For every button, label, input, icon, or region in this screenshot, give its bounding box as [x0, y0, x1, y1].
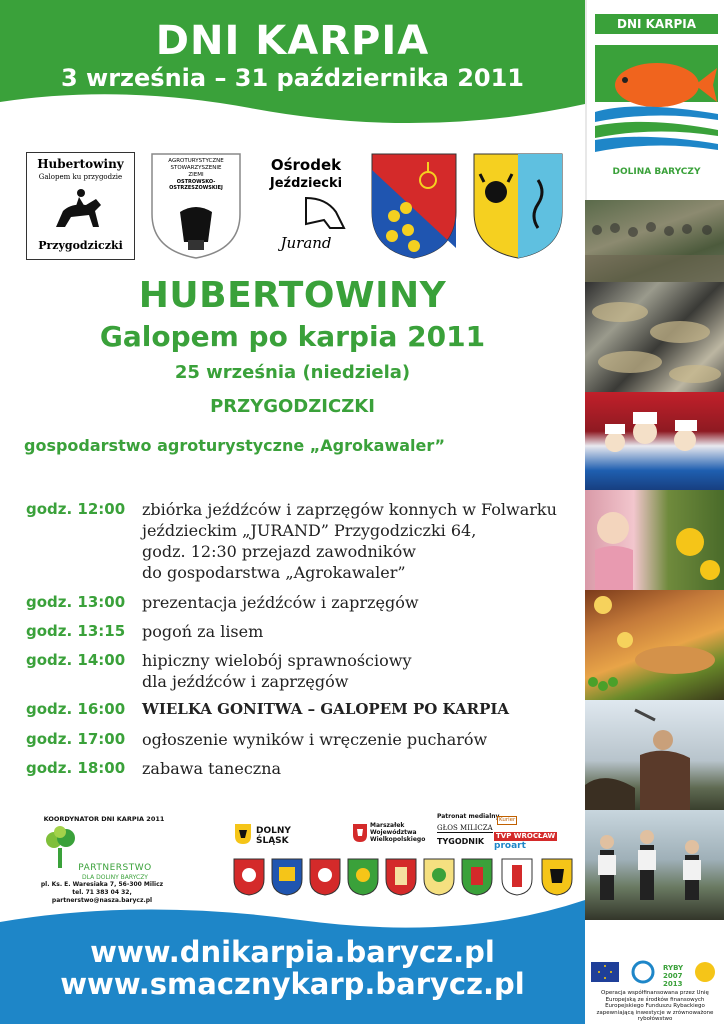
photo-crowd [585, 200, 724, 282]
schedule-line: pogoń za lisem [142, 622, 264, 641]
logo-title: DNI KARPIA [595, 14, 718, 34]
header-dates: 3 września – 31 października 2011 [60, 64, 525, 92]
carp-logo-icon [595, 40, 718, 165]
schedule-line: WIELKA GONITWA – GALOPEM PO KARPIA [142, 700, 510, 718]
agro-line-1: AGROTURYSTYCZNE [168, 158, 224, 164]
photo-dish [585, 590, 724, 700]
schedule-line: jeździeckim „JURAND” Przygodziczki 64, [142, 521, 477, 540]
schedule-desc [142, 758, 567, 779]
agro-line-4: OSTROWSKO-OSTRZESZOWSKIEJ [169, 179, 223, 191]
photo-folk [585, 810, 724, 920]
tvp-logo: TVP WROCŁAW [496, 832, 556, 840]
event-date: 25 września (niedziela) [174, 362, 411, 383]
photo-fish [585, 282, 724, 392]
svg-text:2013: 2013 [663, 980, 683, 988]
eu-flag-icon [585, 920, 724, 990]
photo-chefs [585, 392, 724, 490]
dolny-slask-eagle-icon [234, 823, 252, 845]
schedule-desc [142, 621, 567, 642]
photo-crowd-image [585, 200, 724, 282]
schedule-desc [142, 650, 567, 692]
patronat-label: Patronat medialny [437, 813, 500, 820]
photo-dish-image [585, 590, 724, 700]
partner-address-line: pl. Ks. E. Waresiaka 7, 56-300 Milicz [40, 881, 164, 888]
agro-line-2: STOWARZYSZENIE [170, 165, 222, 171]
partner-address-line: tel. 71 383 04 32, partnerstwo@nasza.barycz.pl [51, 889, 153, 904]
hubertowiny-logo [26, 152, 135, 260]
schedule-line: prezentacja jeźdźców i zaprzęgów [142, 593, 419, 612]
right-column [585, 0, 724, 1024]
agro-association-logo [150, 152, 242, 260]
photo-child-image [585, 490, 724, 590]
dni-karpia-logo [585, 0, 724, 200]
event-place: PRZYGODZICZKI [210, 396, 375, 417]
svg-text:2007: 2007 [663, 972, 683, 980]
horse-head-icon [266, 194, 350, 234]
coordinator-title: KOORDYNATOR DNI KARPIA 2011 [43, 815, 165, 823]
svg-text:RYBY: RYBY [663, 964, 684, 972]
osrodek-jurand-logo [258, 152, 354, 260]
coat-of-arms-red-blue-icon [370, 152, 458, 260]
kurier-logo: Kurier [499, 817, 516, 823]
event-title: HUBERTOWINY [138, 275, 447, 316]
schedule-line: ogłoszenie wyników i wręczenie pucharów [142, 730, 488, 749]
tygodnik-logo: TYGODNIK [437, 837, 485, 846]
hubertowiny-logo-title: Hubertowiny [37, 157, 124, 171]
partner-subtitle: DLA DOLINY BARYCZY [82, 874, 148, 881]
schedule-line: do gospodarstwa „Agrokawaler” [142, 563, 406, 582]
schedule-time: godz. 14:00 [26, 651, 126, 669]
schedule-line: godz. 12:30 przejazd zawodników [142, 542, 416, 561]
website-link-2[interactable]: www.smacznykarp.barycz.pl [60, 967, 525, 1001]
hubertowiny-logo-place: Przygodziczki [38, 239, 123, 252]
schedule-line: hipiczny wielobój sprawnościowy [142, 651, 412, 670]
photo-chefs-image [585, 392, 724, 490]
dolny-slask-label: DOLNY ŚLĄSK [256, 826, 291, 846]
osrodek-line-1: Ośrodek [270, 156, 342, 174]
marszalek-label: Marszałek Województwa Wielkopolskiego [370, 822, 426, 843]
schedule-time: godz. 16:00 [26, 700, 126, 718]
glos-milicza-logo: GŁOS MILICZA [437, 824, 493, 832]
logo-subtitle: DOLINA BARYCZY [612, 167, 701, 177]
schedule-line: zbiórka jeźdźców i zaprzęgów konnych w Folwarku [142, 500, 557, 519]
event-venue: gospodarstwo agroturystyczne „Agrokawaler” [24, 436, 446, 455]
schedule-desc [142, 592, 567, 613]
osrodek-signature: Jurand [280, 234, 332, 252]
schedule-time: godz. 12:00 [26, 500, 126, 518]
hubertowiny-logo-sub: Galopem ku przygodzie [38, 173, 123, 181]
coat-of-arms-yellow-blue-icon [472, 152, 564, 260]
wielkopolska-eagle-icon [352, 823, 368, 843]
partner-name: PARTNERSTWO [78, 863, 152, 873]
photo-knight-image [585, 700, 724, 810]
eu-funding-text: Operacja współfinansowana przez Unię Europejską ze środków finansowych Europejskiego Funduszu Rybackiego zapewniającą inwestycje w zrównoważone rybołówstwo [596, 990, 714, 1022]
schedule-time: godz. 13:00 [26, 593, 126, 611]
schedule-line: zabawa taneczna [142, 759, 282, 778]
website-link-1[interactable]: www.dnikarpia.barycz.pl [90, 935, 495, 969]
photo-child [585, 490, 724, 590]
schedule-desc [142, 729, 567, 750]
horse-rider-icon [51, 185, 111, 235]
schedule-time: godz. 18:00 [26, 759, 126, 777]
header-title: DNI KARPIA [155, 18, 430, 64]
agro-line-3: ZIEMI [188, 172, 204, 178]
event-subtitle: Galopem po karpia 2011 [99, 320, 486, 353]
photo-knight [585, 700, 724, 810]
schedule-desc [142, 499, 567, 583]
schedule-time: godz. 17:00 [26, 730, 126, 748]
schedule-line: dla jeźdźców i zaprzęgów [142, 672, 349, 691]
schedule-time: godz. 13:15 [26, 622, 126, 640]
photo-folk-image [585, 810, 724, 920]
osrodek-line-2: Jeździecki [269, 176, 343, 191]
schedule-desc [142, 699, 567, 720]
proart-logo: proart [494, 841, 526, 851]
photo-fish-image [585, 282, 724, 392]
